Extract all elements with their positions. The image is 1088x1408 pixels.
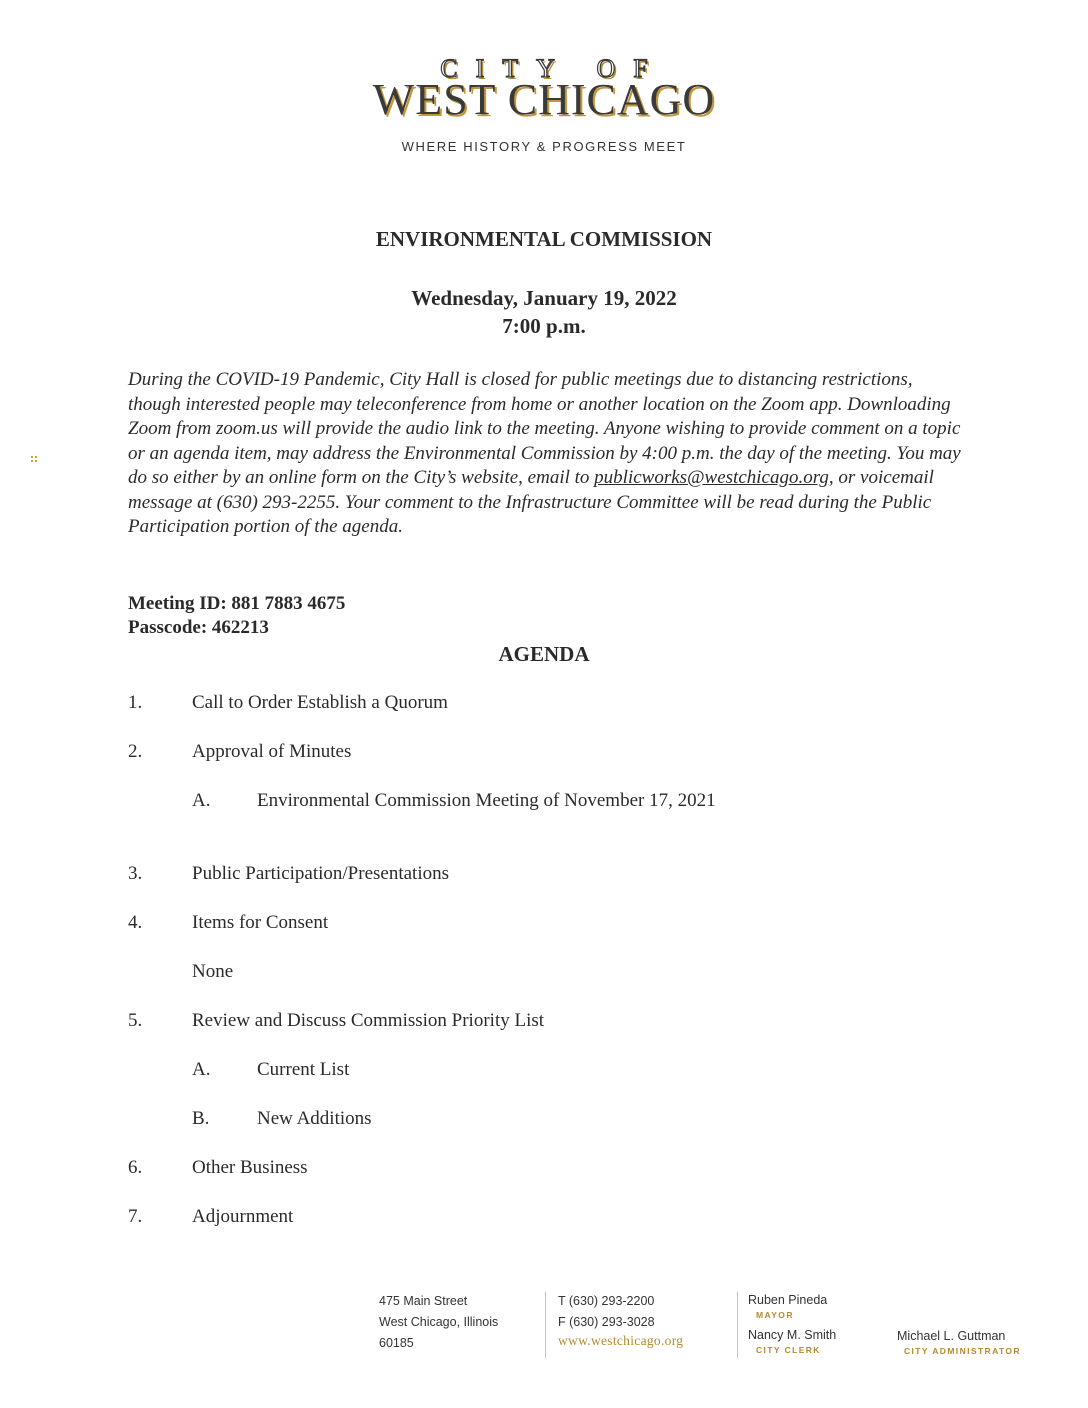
footer-divider-2 [737, 1292, 738, 1358]
agenda-item-6-number: 6. [128, 1157, 143, 1178]
agenda-item-7-number: 7. [128, 1206, 143, 1227]
agenda-item-7-label: Adjournment [192, 1206, 294, 1227]
agenda-item-4-note: None [192, 961, 234, 982]
agenda-item-4-number: 4. [128, 912, 143, 933]
address-line-3: 60185 [379, 1336, 414, 1350]
email-link[interactable]: publicworks@westchicago.org [594, 467, 829, 488]
agenda-item-6-label: Other Business [192, 1157, 308, 1178]
footer-contact [558, 1291, 655, 1333]
meeting-id: Meeting ID: 881 7883 4675 [128, 593, 346, 614]
meeting-date: Wednesday, January 19, 2022 [411, 286, 677, 310]
agenda-item-3-label: Public Participation/Presentations [192, 863, 449, 884]
fax-number: F (630) 293-3028 [558, 1315, 655, 1329]
administrator-role: CITY ADMINISTRATOR [904, 1346, 1021, 1356]
notice-text-part1: During the COVID-19 Pandemic, City Hall is closed for public meetings due to distancing restrictions, though interested people may teleconference from home or another location on the Zoom app. Downloading Zoom from zoom.us will provide the audio link to the meeting. Anyone wishing to provide comment on a topic or an agenda item, may address the Environmental Commission by 4:00 p.m. the day of the meeting. You may do so either by an online form on the City’s website, email to [128, 369, 961, 488]
address-line-1: 475 Main Street [379, 1294, 468, 1308]
agenda-item-5b-letter: B. [192, 1108, 210, 1129]
agenda-item-2a-letter: A. [192, 790, 211, 811]
agenda-item-5a-label: Current List [257, 1059, 350, 1080]
scan-dots-decoration [31, 456, 37, 462]
agenda-item-3-number: 3. [128, 863, 143, 884]
covid-notice [128, 368, 968, 540]
meeting-access [128, 592, 345, 640]
passcode: Passcode: 462213 [128, 617, 269, 638]
meeting-time: 7:00 p.m. [502, 314, 586, 338]
logo-tagline: WHERE HISTORY & PROGRESS MEET [401, 139, 687, 154]
mayor-role: MAYOR [756, 1310, 794, 1320]
logo-west-chicago: WEST CHICAGO [372, 75, 716, 124]
clerk-role: CITY CLERK [756, 1345, 821, 1355]
footer-address [379, 1291, 498, 1354]
agenda-item-2-number: 2. [128, 741, 143, 762]
website-link[interactable]: www.westchicago.org [558, 1333, 684, 1348]
agenda-item-1-number: 1. [128, 692, 143, 713]
mayor-name: Ruben Pineda [748, 1293, 828, 1307]
phone-number: T (630) 293-2200 [558, 1294, 655, 1308]
agenda-item-2a-label: Environmental Commission Meeting of November 17, 2021 [257, 790, 716, 811]
agenda-item-5b-label: New Additions [257, 1108, 372, 1129]
agenda-item-1-label: Call to Order Establish a Quorum [192, 692, 448, 713]
agenda-heading: AGENDA [498, 642, 590, 666]
agenda-item-2-label: Approval of Minutes [192, 741, 352, 762]
agenda-item-4-label: Items for Consent [192, 912, 329, 933]
agenda-item-5-label: Review and Discuss Commission Priority List [192, 1010, 545, 1031]
notice-text-part2: , or voicemail message at (630) 293-2255. Your comment to the Infrastructure Committee will be read during the Public Participation portion of the agenda. [128, 467, 934, 537]
agenda-item-5-number: 5. [128, 1010, 143, 1031]
clerk-name: Nancy M. Smith [748, 1328, 837, 1342]
footer-divider-1 [545, 1292, 546, 1358]
logo-city-of: CITY OF [440, 54, 666, 83]
page-title: ENVIRONMENTAL COMMISSION [375, 227, 713, 251]
agenda-item-5a-letter: A. [192, 1059, 211, 1080]
administrator-name: Michael L. Guttman [897, 1329, 1006, 1343]
address-line-2: West Chicago, Illinois [379, 1315, 499, 1329]
